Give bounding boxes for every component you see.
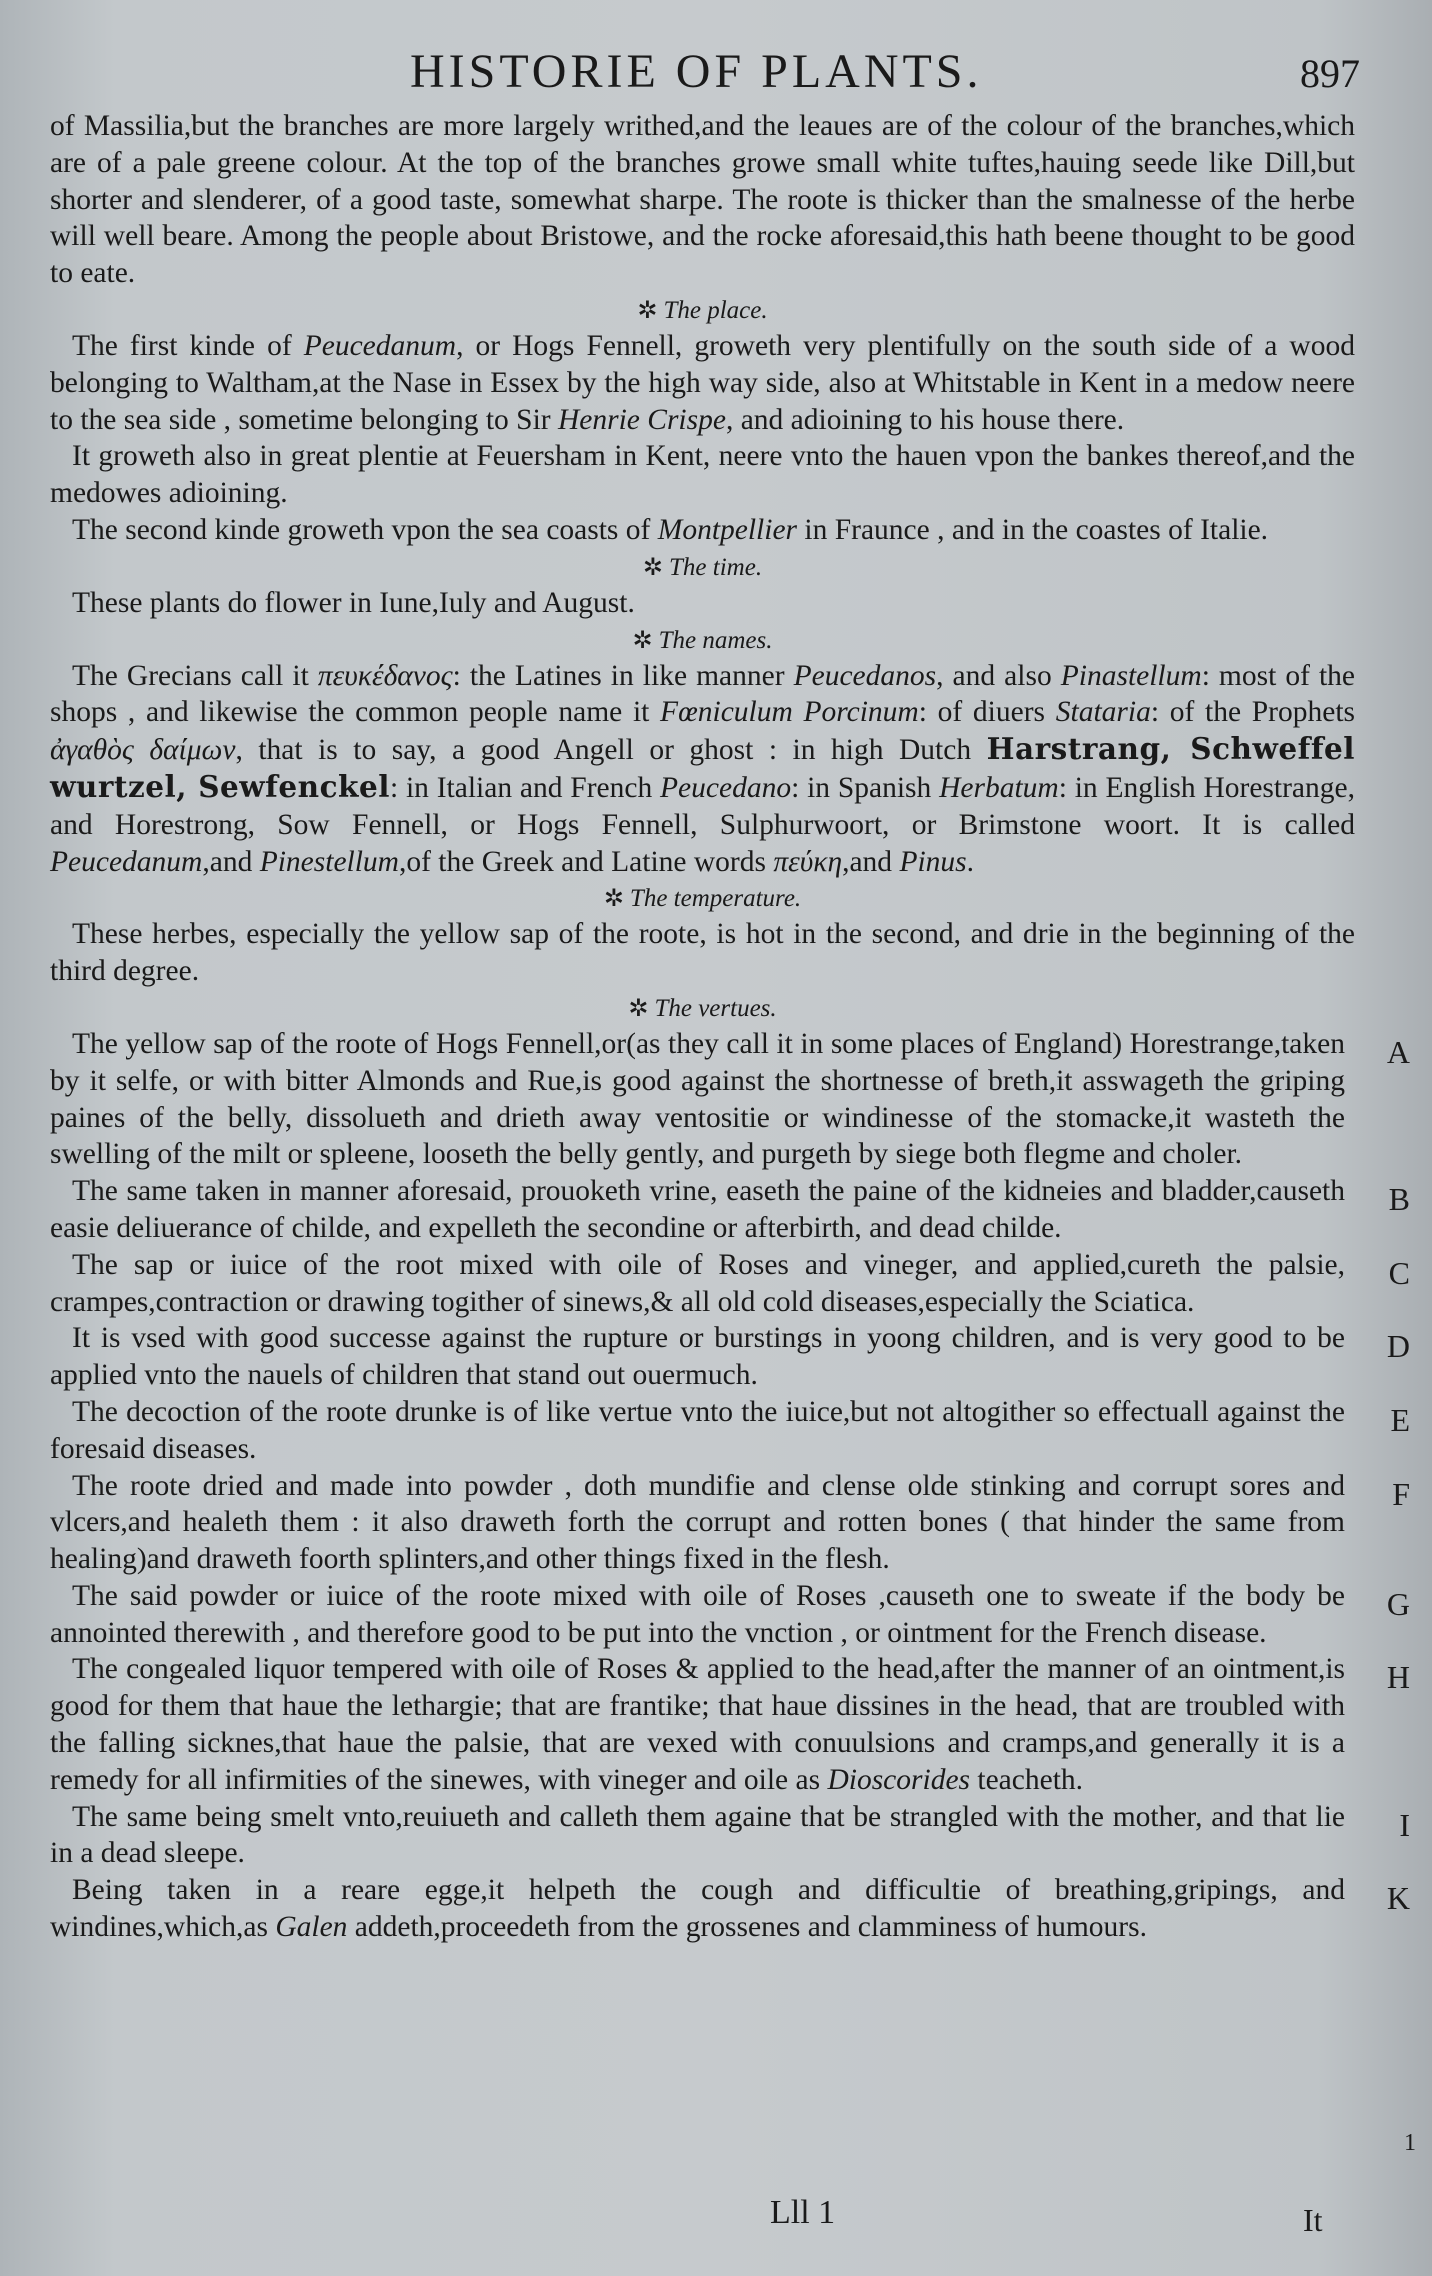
text-run: The decoction of the roote drunke is of like vertue vnto the iuice,but not altogither so effectuall against the foresaid diseases. <box>50 1395 1345 1465</box>
italic-term: Pinastellum <box>1060 659 1202 692</box>
running-head <box>0 44 1432 114</box>
text-run: in Fraunce , and in the coastes of Italie. <box>797 513 1269 546</box>
margin-letter: I <box>1399 1806 1410 1843</box>
vertue-paragraph-g <box>50 1578 1410 1652</box>
text-run: , or Hogs Fennell, groweth very plentifully on the south side of a wood belonging to Waltham,at the Nase in Essex by the high way side, also at Whitstable in Kent in a medow neere to the sea side , sometime belonging to Sir <box>50 329 1355 436</box>
text-run: : the Latines in like manner <box>452 659 794 692</box>
margin-letter: G <box>1386 1585 1410 1622</box>
text-run: The yellow sap of the roote of Hogs Fennell,or(as they call it in some places of England) Horestrange,taken by it selfe, or with bitter Almonds and Rue,is good against the shortnesse of breth,it asswageth the griping paines of the belly, dissolueth and drieth away ventositie or windinesse of the stomacke,it wasteth the swelling of the milt or spleene, looseth the belly gently, and purgeth by siege both flegme and choler. <box>50 1027 1345 1171</box>
page-footer <box>0 2188 1432 2248</box>
italic-term: Peucedano <box>660 771 792 804</box>
italic-term: Peucedanos <box>793 659 937 692</box>
text-run: The same taken in manner aforesaid, prouoketh vrine, easeth the paine of the kidneies and bladder,causeth easie deliuerance of childe, and expelleth the secondine or afterbirth, and dead childe. <box>50 1175 1345 1244</box>
section-heading-place <box>50 294 1355 328</box>
text-run: teacheth. <box>970 1763 1084 1796</box>
vertue-paragraph-d <box>50 1320 1410 1394</box>
text-run: The Grecians call it <box>72 659 318 692</box>
paragraph-temperature: These herbes, especially the yellow sap of the roote, is hot in the second, and drie in the beginning of the third degree. <box>50 918 1355 988</box>
text-run: : in English Horestrange, and Horestrong, Sow Fennell, or Hogs Fennell, Sulphurwoort, or Brimstone woort. It is called <box>50 771 1355 841</box>
margin-letter: D <box>1386 1328 1410 1365</box>
paragraph-names <box>50 658 1355 881</box>
italic-term: Stataria <box>1055 696 1151 729</box>
vertue-paragraph-a <box>50 1026 1410 1173</box>
margin-letter: H <box>1386 1659 1410 1696</box>
folio-number: 897 <box>1300 51 1360 96</box>
paragraph-place-3 <box>50 512 1355 549</box>
text-run: The second kinde groweth vpon the sea coasts of <box>72 513 658 546</box>
text-run: Being taken in a reare egge,it helpeth the cough and difficultie of breathing,gripings, and windines,which,as <box>50 1874 1345 1944</box>
italic-term: Peucedanum <box>303 329 457 362</box>
asterism-icon: ✲ <box>637 297 658 324</box>
text-run: ,and <box>202 845 260 878</box>
vertue-paragraph-i <box>50 1799 1410 1873</box>
paragraph-time: These plants do flower in Iune,Iuly and August. <box>72 586 635 619</box>
heading-label: The time. <box>669 553 763 581</box>
text-run: The said powder or iuice of the roote mixed with oile of Roses ,causeth one to sweate if the body be annointed therewith , and therefore good to be put into the vnction , or ointment for the French disease. <box>50 1579 1345 1649</box>
text-run: addeth,proceedeth from the grossenes and clamminess of humours. <box>347 1911 1147 1944</box>
paragraph-place-2: It groweth also in great plentie at Feuersham in Kent, neere vnto the hauen vpon the bankes thereof,and the medowes adioining. <box>50 440 1355 510</box>
text-run: : in Spanish <box>791 771 940 804</box>
italic-name: Dioscorides <box>827 1763 971 1796</box>
text-run: ,of the Greek and Latine words <box>398 845 774 878</box>
vertue-paragraph-f <box>50 1468 1410 1578</box>
signature-mark: Lll 1 <box>770 2194 836 2231</box>
margin-letter: A <box>1386 1033 1410 1070</box>
margin-letter: F <box>1392 1475 1410 1512</box>
vertue-paragraph-k <box>50 1872 1410 1946</box>
paragraph-place-1 <box>50 328 1355 438</box>
asterism-icon: ✲ <box>603 886 624 913</box>
italic-term: Herbatum <box>939 771 1059 804</box>
section-heading-names <box>50 624 1355 658</box>
italic-name: Henrie Crispe <box>557 403 726 436</box>
italic-name: Montpellier <box>657 513 798 546</box>
text-run: : of diuers <box>918 696 1056 729</box>
asterism-icon: ✲ <box>632 627 653 654</box>
catchword: It <box>1303 2202 1323 2238</box>
stray-mark: 1 <box>1404 2130 1416 2156</box>
text-run: , and also <box>936 659 1061 692</box>
heading-label: The names. <box>658 626 773 654</box>
text-run: . <box>966 845 975 878</box>
text-run: The first kinde of <box>72 329 304 362</box>
vertue-paragraph-h <box>50 1651 1410 1798</box>
asterism-icon: ✲ <box>628 995 649 1022</box>
italic-term: Fœniculum Porcinum <box>660 696 919 729</box>
asterism-icon: ✲ <box>642 554 664 581</box>
section-heading-vertues <box>50 992 1355 1026</box>
text-run: The sap or iuice of the root mixed with oile of Roses and vineger, and applied,cureth the palsie, crampes,contraction or drawing togither of sinews,& all old cold diseases,especially the Sciatica. <box>50 1248 1345 1318</box>
section-heading-temperature <box>50 882 1355 916</box>
greek-term: πεύκη <box>773 845 843 878</box>
greek-term: ἀγαθὸς δαίμων <box>50 734 236 767</box>
italic-term: Pinus <box>899 845 967 878</box>
italic-term: Peucedanum <box>50 845 203 878</box>
text-run: : in Italian and French <box>389 771 661 804</box>
margin-letter: B <box>1388 1181 1410 1218</box>
running-title: HISTORIE OF PLANTS. <box>410 45 983 98</box>
text-run: : of the Prophets <box>1150 696 1356 729</box>
text-run: , that is to say, a good Angell or ghost : in high Dutch <box>235 734 987 767</box>
text-run: ,and <box>842 845 900 878</box>
margin-letter: C <box>1388 1254 1410 1291</box>
text-run: The congealed liquor tempered with oile of Roses & applied to the head,after the manner of an ointment,is good for them that haue the lethargie; that are frantike; that haue dissines in the head, that are troubled with the falling sicknes,that haue the palsie, that are vexed with conuulsions and cramps,and generally it is a remedy for all infirmities of the sinewes, with vineger and oile as <box>50 1653 1345 1796</box>
section-heading-time <box>50 551 1355 585</box>
margin-letter: K <box>1386 1880 1410 1917</box>
italic-term: Pinestellum <box>259 845 399 878</box>
paragraph-continued: of Massilia,but the branches are more largely writhed,and the leaues are of the colour of the branches,which are of a pale greene colour. At the top of the branches growe small white tuftes,hauing seede like Dill,but shorter and slenderer, of a good taste, somewhat sharpe. The roote is thicker than the smalnesse of the herbe will well beare. Among the people about Bristowe, and the rocke aforesaid,this hath beene thought to be good to eate. <box>50 110 1355 290</box>
text-run: The same being smelt vnto,reuiueth and calleth them againe that be strangled with the mother, and that lie in a dead sleepe. <box>50 1800 1345 1870</box>
vertue-paragraph-c <box>50 1247 1410 1321</box>
heading-label: The temperature. <box>629 885 802 913</box>
vertue-paragraph-b <box>50 1173 1410 1247</box>
text-run: The roote dried and made into powder , doth mundifie and clense olde stinking and corrupt sores and vlcers,and healeth them : it also draweth forth the corrupt and rotten bones ( that hinder the same from healing)and draweth foorth splinters,and other things fixed in the flesh. <box>50 1469 1345 1576</box>
margin-letter: E <box>1390 1401 1410 1438</box>
text-run: : most of the shops , and likewise the common people name it <box>50 659 1356 729</box>
vertue-paragraph-e <box>50 1394 1410 1468</box>
italic-name: Galen <box>275 1911 348 1944</box>
heading-label: The vertues. <box>654 994 777 1022</box>
text-run: , and adioining to his house there. <box>725 403 1125 436</box>
text-run: It is vsed with good successe against the rupture or burstings in yoong children, and is very good to be applied vnto the nauels of children that stand out ouermuch. <box>50 1322 1345 1392</box>
body-text <box>50 108 1410 1946</box>
heading-label: The place. <box>663 296 768 324</box>
greek-term: πευκέδανος <box>317 659 453 692</box>
blackletter-term: Harstrang, Schweffel wurtzel, Sewfenckel <box>50 731 1356 804</box>
